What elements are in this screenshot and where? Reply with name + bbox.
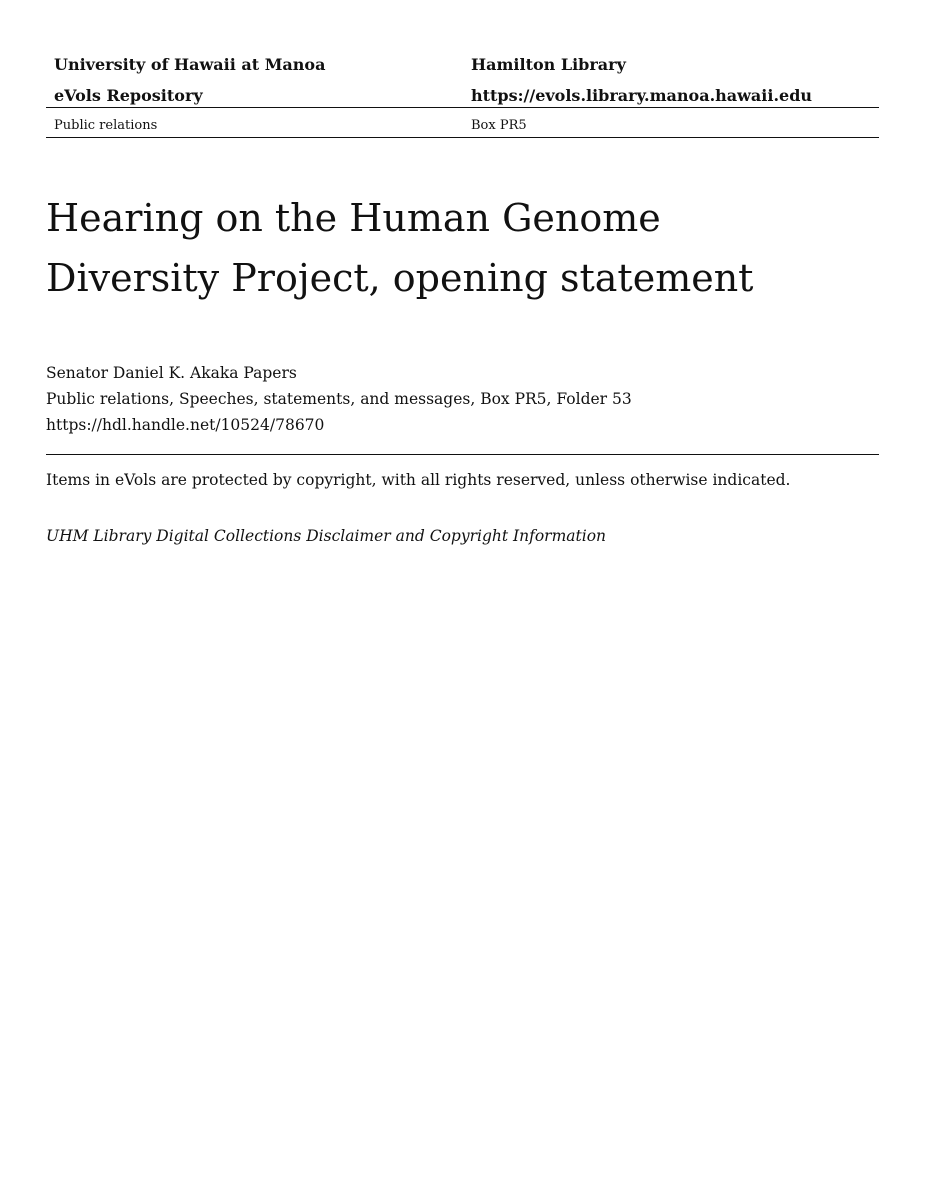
metadata-divider (46, 454, 879, 455)
title-line-2: Diversity Project, opening statement (46, 256, 754, 300)
library-name: Hamilton Library (471, 55, 626, 74)
header-row-2 (46, 83, 879, 114)
document-title (46, 188, 879, 308)
repository-name: eVols Repository (54, 86, 203, 105)
folder-location: Public relations, Speeches, statements, and messages, Box PR5, Folder 53 (46, 390, 632, 408)
title-line-1: Hearing on the Human Genome (46, 196, 661, 240)
collection-bar-divider (46, 137, 879, 138)
box-label: Box PR5 (471, 118, 527, 133)
collection-name: Senator Daniel K. Akaka Papers (46, 364, 297, 382)
header-row-1 (46, 52, 879, 83)
institution-name: University of Hawaii at Manoa (54, 55, 326, 74)
disclaimer-link[interactable]: UHM Library Digital Collections Disclaimer and Copyright Information (46, 527, 607, 545)
series-label: Public relations (54, 118, 158, 133)
copyright-notice: Items in eVols are protected by copyright, with all rights reserved, unless otherwise indicated. (46, 471, 791, 489)
handle-link[interactable]: https://hdl.handle.net/10524/78670 (46, 416, 325, 434)
document-metadata (46, 360, 879, 438)
collection-bar (46, 116, 879, 138)
repository-url-link[interactable]: https://evols.library.manoa.hawaii.edu (471, 86, 813, 105)
header-divider (46, 107, 879, 108)
repository-header (46, 52, 879, 114)
